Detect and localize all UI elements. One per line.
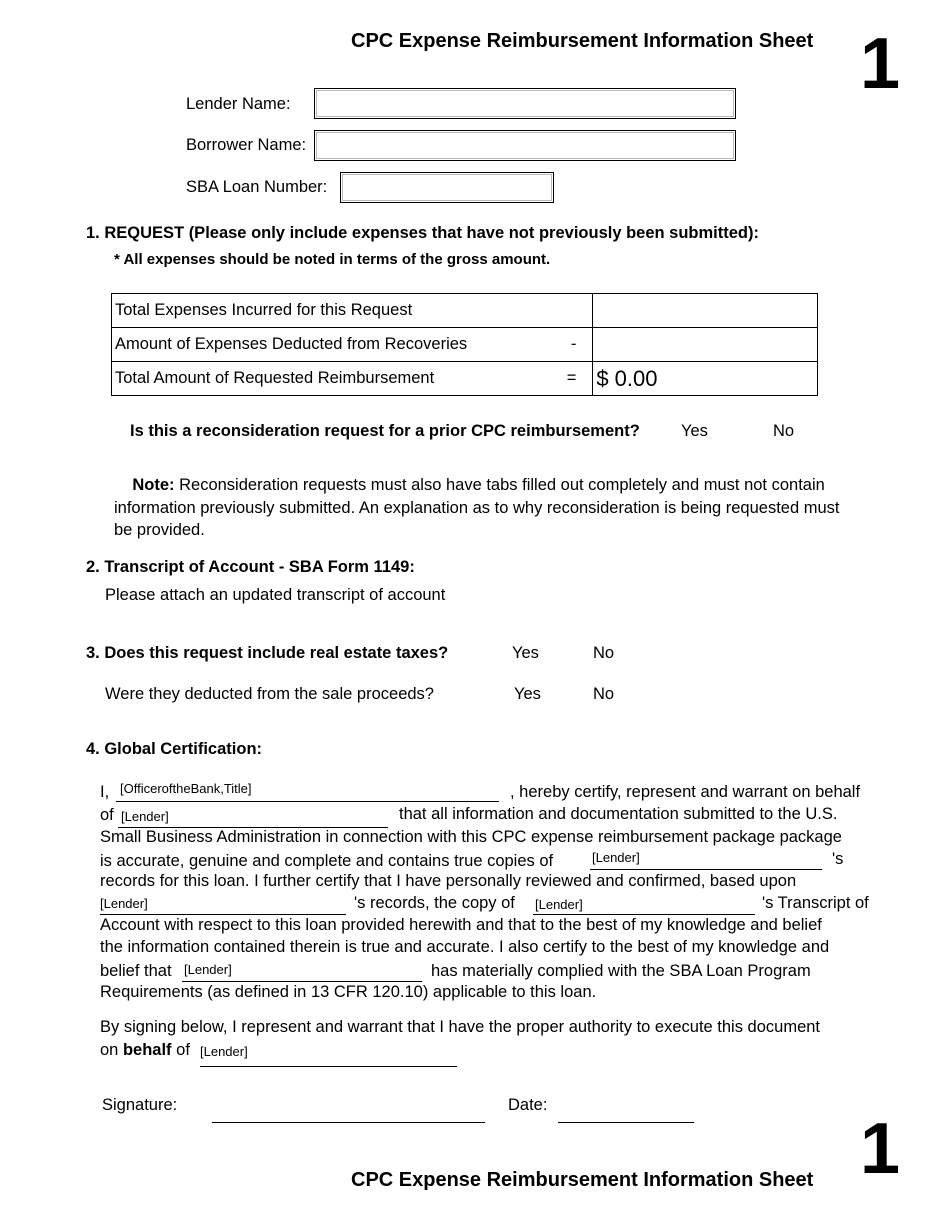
lender-underline	[200, 1066, 457, 1067]
signature-label: Signature:	[102, 1096, 178, 1114]
reconsideration-yes-option[interactable]: Yes	[681, 422, 708, 440]
cert-text: By signing below, I represent and warrant that I have the proper authority to execute this document	[100, 1018, 821, 1036]
section1-subnote: * All expenses should be noted in terms of the gross amount.	[114, 251, 551, 268]
cert-text: 's records, the copy of	[354, 894, 515, 912]
section1-heading: 1. REQUEST (Please only include expenses that have not previously been submitted):	[86, 224, 760, 242]
section4-heading: 4. Global Certification:	[86, 740, 263, 758]
real-estate-yes-option[interactable]: Yes	[512, 644, 539, 662]
equals-operator: =	[566, 369, 577, 387]
table-row	[112, 294, 818, 328]
expense-label: Total Expenses Incurred for this Request	[112, 294, 593, 328]
section2-heading: 2. Transcript of Account - SBA Form 1149:	[86, 558, 415, 576]
deducted-no-option[interactable]: No	[593, 685, 615, 703]
lender-field-1[interactable]: [Lender]	[121, 809, 169, 824]
total-reimbursement-value: $ 0.00	[593, 362, 818, 396]
lender-underline	[533, 914, 755, 915]
deducted-question: Were they deducted from the sale proceeds?	[105, 685, 434, 703]
cert-text: 's	[832, 850, 844, 868]
section2-text: Please attach an updated transcript of account	[105, 586, 446, 604]
lender-field-6[interactable]: [Lender]	[200, 1044, 248, 1059]
page-title: CPC Expense Reimbursement Information Sheet	[351, 30, 814, 52]
total-expenses-input[interactable]	[593, 294, 818, 328]
cert-text: records for this loan. I further certify that I have personally reviewed and confirmed, based upon	[100, 872, 797, 890]
cert-text: is accurate, genuine and complete and contains true copies of	[100, 852, 554, 870]
cert-text: 's Transcript of	[762, 894, 869, 912]
cert-text: belief that	[100, 962, 172, 980]
deducted-yes-option[interactable]: Yes	[514, 685, 541, 703]
reconsideration-question: Is this a reconsideration request for a prior CPC reimbursement?	[130, 422, 640, 440]
signature-line[interactable]	[212, 1122, 485, 1123]
cert-text: has materially complied with the SBA Loan Program	[431, 962, 811, 980]
cert-text: the information contained therein is true and accurate. I also certify to the best of my knowledge and	[100, 938, 830, 956]
lender-field-4[interactable]: [Lender]	[535, 897, 583, 912]
cert-text: of	[100, 806, 114, 824]
officer-underline	[116, 801, 499, 802]
expense-table	[111, 293, 818, 396]
real-estate-no-option[interactable]: No	[593, 644, 615, 662]
footer-page-number: 1	[860, 1109, 901, 1189]
borrower-name-label: Borrower Name:	[186, 136, 307, 154]
section3-heading: 3. Does this request include real estate taxes?	[86, 644, 449, 662]
officer-field[interactable]: [OfficeroftheBank,Title]	[120, 781, 252, 796]
deducted-expenses-input[interactable]	[593, 328, 818, 362]
cert-text: I,	[100, 783, 110, 801]
lender-name-label: Lender Name:	[186, 95, 291, 113]
lender-field-2[interactable]: [Lender]	[592, 850, 640, 865]
expense-label: Total Amount of Requested Reimbursement =	[112, 362, 593, 396]
cert-text: Small Business Administration in connection with this CPC expense reimbursement package package	[100, 828, 842, 846]
date-line[interactable]	[558, 1122, 694, 1123]
expense-label: Amount of Expenses Deducted from Recoveries -	[112, 328, 593, 362]
lender-field-3[interactable]: [Lender]	[100, 896, 148, 911]
reconsideration-no-option[interactable]: No	[773, 422, 795, 440]
table-row	[112, 362, 818, 396]
date-label: Date:	[508, 1096, 548, 1114]
page-number: 1	[860, 24, 901, 104]
cert-text: , hereby certify, represent and warrant on behalf	[510, 783, 861, 801]
lender-underline	[100, 914, 346, 915]
cert-text: Requirements (as defined in 13 CFR 120.10) applicable to this loan.	[100, 983, 597, 1001]
borrower-name-input[interactable]	[314, 130, 736, 161]
lender-underline	[182, 981, 422, 982]
lender-name-input[interactable]	[314, 88, 736, 119]
sba-loan-number-input[interactable]	[340, 172, 554, 203]
lender-field-5[interactable]: [Lender]	[184, 962, 232, 977]
lender-underline	[590, 869, 822, 870]
reconsideration-note: Note: Reconsideration requests must also have tabs filled out completely and must not contain information previously submitted. An explanation as to why reconsideration is being requested must be provided.	[114, 476, 840, 539]
cert-text: Account with respect to this loan provided herewith and that to the best of my knowledge and belief	[100, 916, 822, 934]
cert-text: on behalf of	[100, 1041, 190, 1059]
footer-title: CPC Expense Reimbursement Information Sheet	[351, 1169, 814, 1191]
minus-operator: -	[570, 335, 577, 353]
sba-loan-number-label: SBA Loan Number:	[186, 178, 328, 196]
table-row	[112, 328, 818, 362]
cert-text: that all information and documentation submitted to the U.S.	[399, 805, 838, 823]
